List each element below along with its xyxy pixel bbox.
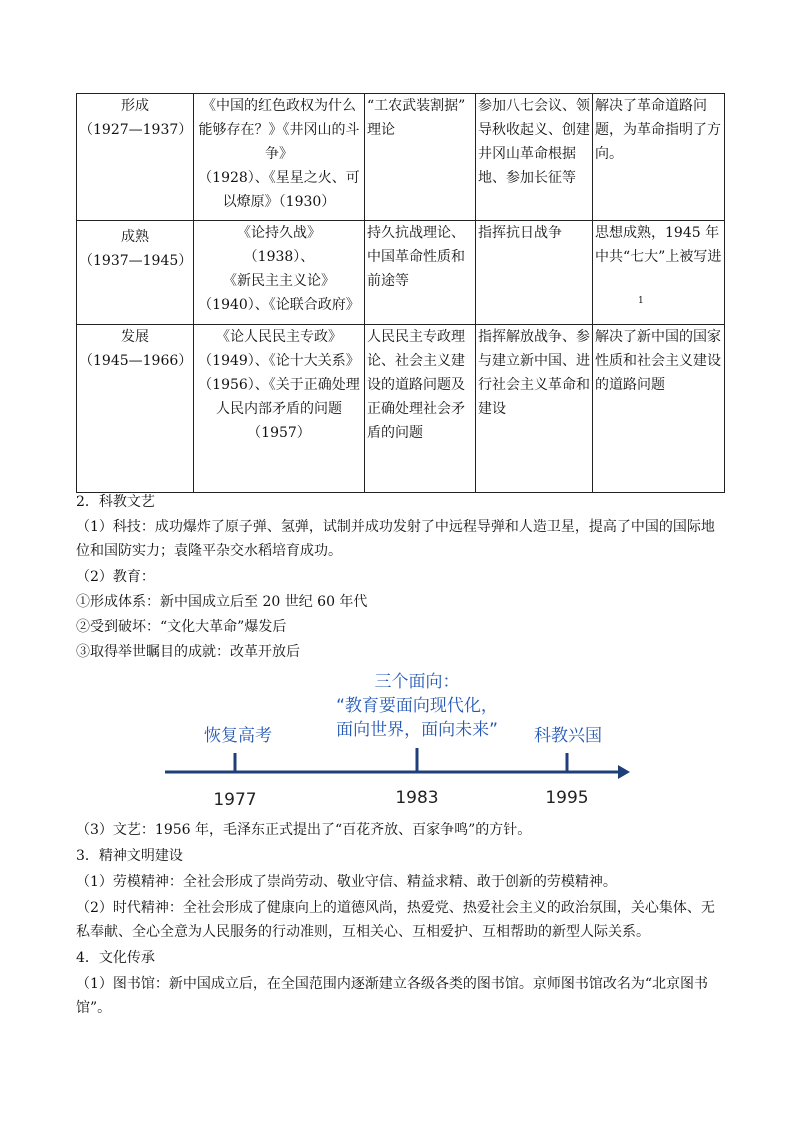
stage-period: （1927—1937） — [79, 122, 193, 138]
timeline-event-label: 恢复高考 — [204, 726, 272, 746]
stage-cell — [77, 221, 194, 325]
works-line: （1928）、《星星之火、可以燎原》（1930） — [198, 170, 360, 210]
education-timeline — [150, 665, 640, 815]
paragraph: （1）劳模精神：全社会形成了崇尚劳动、敬业守信、精益求精、敢于创新的劳模精神。 — [76, 874, 617, 890]
section-heading: 4．文化传承 — [76, 950, 155, 966]
paragraph: （1）科技：成功爆炸了原子弹、氢弹，试制并成功发射了中远程导弹和人造卫星，提高了中国的国际地位和国防实力；袁隆平杂交水稻培育成功。 — [76, 519, 715, 559]
works-line: （1957） — [247, 425, 311, 441]
table-row — [77, 94, 725, 221]
table-row — [77, 325, 725, 493]
stage-name: 发展 — [121, 329, 149, 345]
paragraph: （2）教育： — [76, 569, 155, 585]
stage-period: （1945—1966） — [79, 353, 193, 369]
theory-cell: “工农武装割据” 理论 — [365, 94, 476, 221]
timeline-year: 1983 — [395, 788, 439, 808]
works-line: （1956）、《关于正确处理人民内部矛盾的问题 — [198, 377, 360, 417]
works-line: 《论人民民主专政》 — [216, 329, 342, 345]
significance-cell: 解决了新中国的国家性质和社会主义建设的道路问题 — [593, 325, 725, 493]
timeline-event-label: 科教兴国 — [534, 726, 602, 746]
stage-cell — [77, 325, 194, 493]
paragraph: （2）时代精神：全社会形成了健康向上的道德风尚，热爱党、热爱社会主义的政治氛围，关心集体、无私奉献、全心全意为人民服务的行动准则，互相关心、互相爱护、互相帮助的新型人际关系。 — [76, 900, 715, 940]
timeline-event-label: 三个面向： — [374, 672, 460, 692]
stage-cell — [77, 94, 194, 221]
practice-cell: 指挥抗日战争 — [476, 221, 593, 325]
works-line: （1940）、《论联合政府》 — [198, 297, 360, 313]
stage-name: 成熟 — [121, 229, 149, 245]
section-heading: 3．精神文明建设 — [76, 848, 183, 864]
table-row — [77, 221, 725, 325]
paragraph: （1）图书馆：新中国成立后，在全国范围内逐渐建立各级各类的图书馆。京师图书馆改名为“北京图书馆”。 — [76, 976, 709, 1016]
paragraph: ③取得举世瞩目的成就：改革开放后 — [76, 644, 300, 660]
works-cell — [194, 221, 365, 325]
paragraph: ②受到破坏：“文化大革命”爆发后 — [76, 619, 287, 635]
practice-cell: 参加八七会议、领导秋收起义、创建井冈山革命根据地、参加长征等 — [476, 94, 593, 221]
works-line: （1949）、《论十大关系》 — [198, 353, 360, 369]
stage-name: 形成 — [121, 98, 149, 114]
works-line: （1938）、 — [243, 249, 315, 265]
significance-cell: 思想成熟，1945 年中共“七大”上被写进 — [593, 221, 725, 325]
practice-cell: 指挥解放战争、参与建立新中国、进行社会主义革命和建设 — [476, 325, 593, 493]
timeline-event-label: 面向世界，面向未来” — [336, 720, 498, 740]
works-line: 《新民主主义论》 — [223, 273, 335, 289]
timeline-year: 1995 — [545, 788, 589, 808]
mao-thought-table — [76, 93, 725, 493]
stage-period: （1937—1945） — [79, 253, 193, 269]
timeline-arrow-icon — [618, 765, 630, 779]
works-cell — [194, 94, 365, 221]
timeline-event-label: “教育要面向现代化， — [336, 696, 498, 716]
theory-cell: 人民民主专政理论、社会主义建设的道路问题及正确处理社会矛盾的问题 — [365, 325, 476, 493]
timeline-year: 1977 — [213, 790, 257, 810]
stray-mark: 1 — [638, 296, 644, 306]
section-heading: 2．科教文艺 — [76, 494, 155, 510]
theory-cell: 持久抗战理论、中国革命性质和前途等 — [365, 221, 476, 325]
works-line: 《中国的红色政权为什么能够存在？》《井冈山的斗争》 — [198, 98, 360, 162]
works-cell — [194, 325, 365, 493]
works-line: 《论持久战》 — [237, 225, 321, 241]
significance-cell: 解决了革命道路问题，为革命指明了方向。 — [593, 94, 725, 221]
paragraph: （3）文艺：1956 年，毛泽东正式提出了“百花齐放、百家争鸣”的方针。 — [76, 822, 532, 838]
paragraph: ①形成体系：新中国成立后至 20 世纪 60 年代 — [76, 594, 368, 610]
